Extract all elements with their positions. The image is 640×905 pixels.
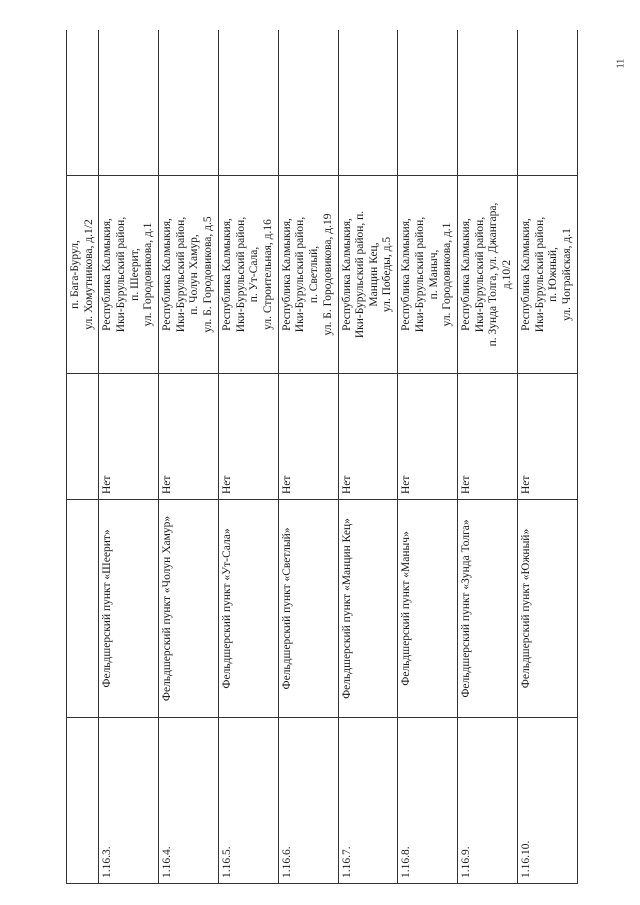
address-line: Ики-Бурульский район, п. xyxy=(354,210,367,339)
address-line: Ики-Бурульский район, xyxy=(414,216,427,333)
address-line: Республика Калмыкия, xyxy=(460,218,473,331)
address-line: ул. Городовикова, д.1 xyxy=(142,222,155,327)
cell-name xyxy=(67,500,99,718)
address-line: д.10/2 xyxy=(500,259,513,290)
cell-address xyxy=(518,176,578,374)
cell-address xyxy=(278,176,338,374)
cell-name: Фельдшерский пункт «Южный» xyxy=(518,500,578,718)
table-row xyxy=(219,30,279,884)
cell-name: Фельдшерский пункт «Светлый» xyxy=(278,500,338,718)
address-line: ул. Б. Городовикова, д.19 xyxy=(321,213,334,336)
cell-name: Фельдшерский пункт «Зунда Толга» xyxy=(458,500,518,718)
table-body xyxy=(67,30,578,884)
address-line: Республика Калмыкия, xyxy=(221,218,234,331)
cell-license: Нет xyxy=(398,374,458,500)
address-line: п. Зунда Толга, ул. Джангара, xyxy=(487,202,500,347)
cell-number: 1.16.3. xyxy=(99,718,159,884)
table-row xyxy=(278,30,338,884)
address-line: ул. Победы, д.5 xyxy=(381,236,394,313)
cell-name: Фельдшерский пункт «Маныч» xyxy=(398,500,458,718)
cell-empty xyxy=(458,30,518,176)
cell-address xyxy=(99,176,159,374)
address-line: Манцин Кец, xyxy=(367,242,380,307)
table-row xyxy=(99,30,159,884)
cell-license: Нет xyxy=(159,374,219,500)
cell-number: 1.16.7. xyxy=(338,718,398,884)
address-line: ул. Хомутникова, д.1/2 xyxy=(82,219,95,330)
cell-address xyxy=(219,176,279,374)
cell-number: 1.16.9. xyxy=(458,718,518,884)
address-line: п. Шеерит, xyxy=(128,248,141,301)
cell-address xyxy=(159,176,219,374)
page-number: 11 xyxy=(615,58,627,69)
cell-license: Нет xyxy=(278,374,338,500)
address-line: Ики-Бурульский район, xyxy=(234,216,247,333)
address-line: п. Бага-Бурул, xyxy=(69,240,81,309)
cell-empty xyxy=(338,30,398,176)
cell-name: Фельдшерский пункт «Манцин Кец» xyxy=(338,500,398,718)
cell-license: Нет xyxy=(99,374,159,500)
cell-number: 1.16.5. xyxy=(219,718,279,884)
cell-number: 1.16.10. xyxy=(518,718,578,884)
address-line: Ики-Бурульский район, xyxy=(473,216,486,333)
cell-name: Фельдшерский пункт «Шеерит» xyxy=(99,500,159,718)
cell-license: Нет xyxy=(518,374,578,500)
cell-empty xyxy=(159,30,219,176)
address-line: п. Ут-Сала, xyxy=(248,246,261,303)
table-row xyxy=(458,30,518,884)
address-line: ул. Городовикова, д.1 xyxy=(441,222,454,327)
cell-empty xyxy=(219,30,279,176)
cell-name: Фельдшерский пункт «Ут-Сала» xyxy=(219,500,279,718)
address-line: ул. Строительная, д.16 xyxy=(261,219,274,330)
cell-number: 1.16.6. xyxy=(278,718,338,884)
cell-empty xyxy=(99,30,159,176)
cell-address xyxy=(338,176,398,374)
cell-address xyxy=(67,176,99,374)
address-line: Республика Калмыкия, xyxy=(280,218,293,331)
address-line: Ики-Бурульский район, xyxy=(533,216,546,333)
address-line: п. Чолун Хамур, xyxy=(188,234,201,315)
address-line: ул. Б. Городовикова, д.5 xyxy=(201,216,214,333)
cell-license: Нет xyxy=(219,374,279,500)
table-container xyxy=(66,30,578,884)
address-line: п. Маныч, xyxy=(427,249,440,300)
table-row-continuation xyxy=(67,30,99,884)
cell-license: Нет xyxy=(458,374,518,500)
cell-empty xyxy=(67,30,99,176)
address-line: ул. Чограйская, д.1 xyxy=(560,228,573,321)
address-line: Республика Калмыкия, xyxy=(520,218,533,331)
cell-address xyxy=(458,176,518,374)
table-row xyxy=(159,30,219,884)
address-line: Республика Калмыкия, xyxy=(101,218,114,331)
address-line: Ики-Бурульский район, xyxy=(174,216,187,333)
facilities-table xyxy=(66,30,578,884)
cell-number: 1.16.4. xyxy=(159,718,219,884)
address-line: п. Светлый, xyxy=(307,245,320,304)
cell-empty xyxy=(518,30,578,176)
address-line: Республика Калмыкия, xyxy=(400,218,413,331)
address-line: Ики-Бурульский район, xyxy=(294,216,307,333)
cell-empty xyxy=(398,30,458,176)
cell-address xyxy=(398,176,458,374)
cell-name: Фельдшерский пункт «Чолун Хамур» xyxy=(159,500,219,718)
table-row xyxy=(398,30,458,884)
cell-license: Нет xyxy=(338,374,398,500)
address-line: п. Южный, xyxy=(547,247,560,302)
cell-license xyxy=(67,374,99,500)
cell-number xyxy=(67,718,99,884)
address-line: Республика Калмыкия, xyxy=(161,218,174,331)
address-line: Ики-Бурульский район, xyxy=(114,216,127,333)
cell-empty xyxy=(278,30,338,176)
table-row xyxy=(338,30,398,884)
cell-number: 1.16.8. xyxy=(398,718,458,884)
address-line: Республика Калмыкия, xyxy=(340,218,353,331)
table-row xyxy=(518,30,578,884)
